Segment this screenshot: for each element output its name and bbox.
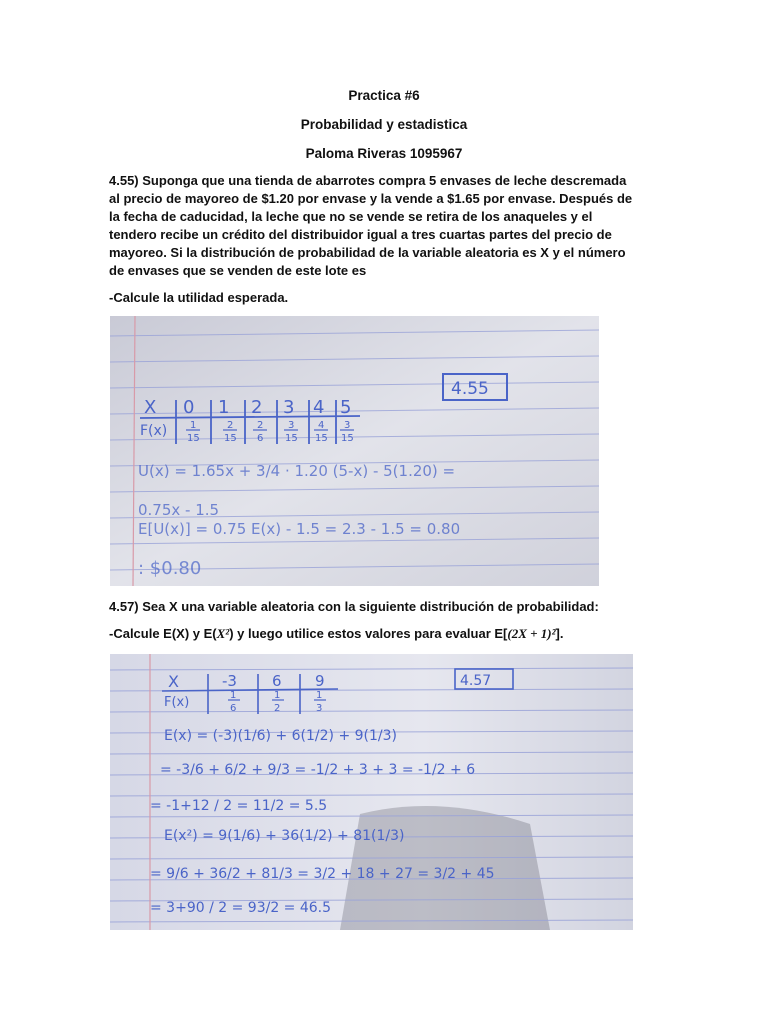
table-x-label: X (168, 672, 179, 691)
x-value: 6 (272, 672, 282, 690)
f-denominator: 6 (230, 703, 237, 714)
table-f-label: F(x) (164, 695, 190, 710)
tag-4-55: 4.55 (451, 379, 489, 399)
x-value: 5 (340, 397, 352, 418)
f-numerator: 3 (344, 420, 351, 431)
task-mid: ) y luego utilice estos valores para evaluar E[ (229, 626, 508, 641)
work-line: 0.75x - 1.5 (138, 501, 220, 519)
x-value: 9 (315, 672, 325, 690)
task-suffix: ]. (555, 626, 564, 641)
handwritten-photo-4-57 (110, 654, 633, 930)
problem-text: Sea X una variable aleatoria con la siguiente distribución de probabilidad: (142, 599, 599, 614)
problem-4-57-task (109, 625, 669, 643)
x-value: 4 (313, 397, 325, 418)
f-denominator: 15 (341, 433, 354, 444)
handwritten-photo-4-55 (110, 316, 599, 586)
tag-4-57: 4.57 (460, 673, 492, 689)
f-numerator: 3 (288, 420, 295, 431)
x-value: 3 (283, 397, 295, 418)
x-value: 0 (183, 397, 195, 418)
work-line: E(x) = (-3)(1/6) + 6(1/2) + 9(1/3) (164, 728, 398, 744)
problem-4-55-task: -Calcule la utilidad esperada. (109, 290, 289, 305)
f-denominator: 3 (316, 703, 323, 714)
work-line: E(x²) = 9(1/6) + 36(1/2) + 81(1/3) (164, 828, 405, 844)
work-line: U(x) = 1.65x + 3/4 · 1.20 (5-x) - 5(1.20) = (138, 462, 456, 480)
problem-4-55-statement (109, 172, 639, 280)
f-denominator: 2 (274, 703, 281, 714)
work-line: = -3/6 + 6/2 + 9/3 = -1/2 + 3 + 3 = -1/2 + 6 (160, 762, 476, 778)
math-expression: (2X + 1)² (507, 626, 556, 641)
f-denominator: 15 (315, 433, 328, 444)
f-numerator: 1 (274, 690, 281, 701)
f-numerator: 1 (230, 690, 237, 701)
problem-text: Suponga que una tienda de abarrotes compra 5 envases de leche descremada al precio de mayoreo de $1.20 por envase y la vende a $1.65 por envase. Después de la fecha de caducidad, la leche que no se vende se retira de los anaqueles y el tendero recibe un crédito del distribuidor igual a tres cuartas partes del precio de mayoreo. Si la distribución de probabilidad de la variable aleatoria es X y el número de envases que se venden de este lote es (109, 173, 633, 278)
f-numerator: 1 (316, 690, 323, 701)
work-line: = -1+12 / 2 = 11/2 = 5.5 (150, 798, 328, 814)
work-line: = 9/6 + 36/2 + 81/3 = 3/2 + 18 + 27 = 3/2 + 45 (150, 866, 495, 882)
table-f-label: F(x) (140, 423, 168, 439)
math-x-squared: X² (216, 626, 230, 641)
table-x-label: X (144, 397, 157, 418)
f-numerator: 4 (318, 420, 325, 431)
x-value: 2 (251, 397, 263, 418)
x-value: -3 (222, 672, 237, 690)
f-denominator: 15 (187, 433, 200, 444)
f-numerator: 2 (257, 420, 264, 431)
f-denominator: 15 (285, 433, 298, 444)
result-line: : $0.80 (138, 558, 202, 579)
task-prefix: -Calcule E(X) y E( (109, 626, 217, 641)
notebook-page-image (110, 654, 633, 930)
problem-number: 4.57) (109, 599, 139, 614)
problem-number: 4.55) (109, 173, 139, 188)
work-line: E[U(x)] = 0.75 E(x) - 1.5 = 2.3 - 1.5 = 0.80 (138, 520, 461, 538)
problem-4-57-statement (109, 598, 639, 616)
f-denominator: 6 (257, 433, 264, 444)
subject-title: Probabilidad y estadistica (300, 117, 468, 132)
f-numerator: 2 (227, 420, 234, 431)
author-line: Paloma Riveras 1095967 (305, 146, 463, 161)
page-title: Practica #6 (348, 88, 420, 103)
x-value: 1 (218, 397, 230, 418)
f-numerator: 1 (190, 420, 197, 431)
work-line: = 3+90 / 2 = 93/2 = 46.5 (150, 900, 332, 916)
f-denominator: 15 (224, 433, 237, 444)
notebook-page-image (110, 316, 599, 586)
